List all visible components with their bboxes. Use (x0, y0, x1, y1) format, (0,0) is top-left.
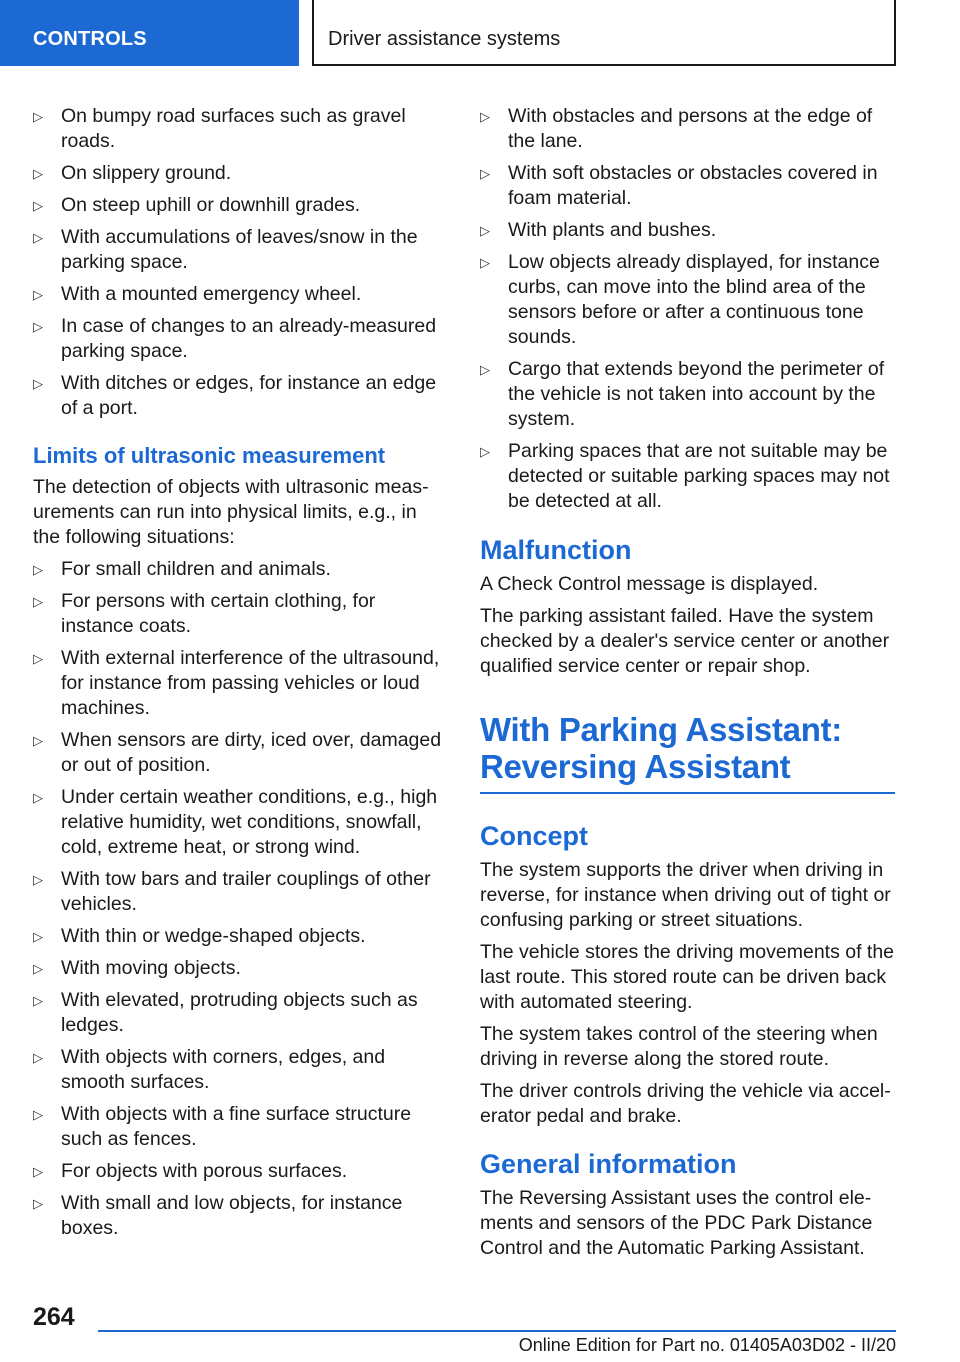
list-item-text: With objects with corners, edges, and smooth surfaces. (61, 1046, 386, 1093)
footer-divider (98, 1330, 896, 1332)
list-item-text: With ditches or edges, for instance an edge of a port. (61, 372, 437, 419)
bullet-triangle-icon: ▷ (33, 319, 43, 334)
bullet-triangle-icon: ▷ (33, 594, 43, 609)
section-heading-general: General information (480, 1149, 737, 1179)
bullet-triangle-icon: ▷ (33, 109, 43, 124)
list-item-text: With elevated, protruding objects such as ledges. (61, 989, 418, 1036)
bullet-triangle-icon: ▷ (33, 929, 43, 944)
list-item-text: With objects with a fine surface structure such as fences. (61, 1103, 412, 1150)
heading-divider (480, 792, 895, 794)
list-item (33, 988, 448, 1038)
bullet-triangle-icon: ▷ (33, 733, 43, 748)
chapter-heading (480, 711, 895, 785)
list-item-text: With accumulations of leaves/snow in the parking space. (61, 226, 418, 273)
list-item-text: On bumpy road surfaces such as gravel roads. (61, 105, 406, 152)
bullet-triangle-icon: ▷ (33, 230, 43, 245)
list-item-text: With external interference of the ultrasound, for instance from passing vehicles or loud machines. (61, 647, 440, 719)
bullet-triangle-icon: ▷ (33, 961, 43, 976)
paragraph: The vehicle stores the driving movements of the last route. This stored route can be driven back with automated steering. (480, 941, 895, 1013)
bullet-triangle-icon: ▷ (33, 562, 43, 577)
list-item-text: With moving objects. (61, 957, 241, 979)
list-item (33, 867, 448, 917)
bullet-triangle-icon: ▷ (33, 872, 43, 887)
list-item-text: Low objects already displayed, for instance curbs, can move into the blind area of the sensors before or after a continuous tone sounds. (508, 251, 880, 348)
chapter-title: Driver assistance systems (312, 0, 896, 66)
bullet-list (480, 104, 895, 514)
general-text (480, 1186, 895, 1261)
list-item-text: In case of changes to an already-measured parking space. (61, 315, 437, 362)
list-item (33, 589, 448, 639)
paragraph: The system supports the driver when driving in reverse, for instance when driving out of tight or confusing parking or street situations. (480, 859, 891, 931)
bullet-triangle-icon: ▷ (33, 198, 43, 213)
list-item (33, 314, 448, 364)
list-item-text: With plants and bushes. (508, 219, 717, 241)
list-item-text: On slippery ground. (61, 162, 232, 184)
bullet-list (33, 104, 448, 421)
list-item (33, 646, 448, 721)
left-column (33, 104, 448, 1248)
bullet-triangle-icon: ▷ (33, 1050, 43, 1065)
list-item-text: For persons with certain clothing, for instance coats. (61, 590, 376, 637)
bullet-triangle-icon: ▷ (33, 993, 43, 1008)
list-item-text: Parking spaces that are not suitable may be detected or suitable parking spaces may not be detected at all. (508, 440, 890, 512)
list-item (33, 371, 448, 421)
list-item (33, 282, 448, 307)
paragraph: The Reversing Assistant uses the control elements and sensors of the PDC Park Distance Control and the Automatic Parking Assistant. (480, 1187, 873, 1259)
list-item (33, 956, 448, 981)
list-item (33, 557, 448, 582)
bullet-triangle-icon: ▷ (33, 790, 43, 805)
list-item (33, 728, 448, 778)
malfunction-text (480, 572, 895, 679)
list-item (33, 225, 448, 275)
paragraph: The parking assistant failed. Have the system checked by a dealer's service center or another qualified service center or repair shop. (480, 605, 890, 677)
list-item (480, 161, 895, 211)
section-tab: CONTROLS (0, 0, 299, 66)
list-item-text: Cargo that extends beyond the perimeter of the vehicle is not taken into account by the system. (508, 358, 885, 430)
list-item (33, 104, 448, 154)
list-item-text: For objects with porous surfaces. (61, 1160, 348, 1182)
list-item (33, 1102, 448, 1152)
list-item-text: With thin or wedge-shaped objects. (61, 925, 366, 947)
list-item-text: With a mounted emergency wheel. (61, 283, 362, 305)
section-heading-concept: Concept (480, 821, 588, 851)
list-item (33, 1045, 448, 1095)
bullet-triangle-icon: ▷ (33, 1164, 43, 1179)
bullet-triangle-icon: ▷ (480, 223, 490, 238)
list-item (480, 250, 895, 350)
list-item (33, 161, 448, 186)
list-item-text: With tow bars and trailer couplings of other vehicles. (61, 868, 431, 915)
list-item-text: When sensors are dirty, iced over, damaged or out of position. (61, 729, 442, 776)
bullet-triangle-icon: ▷ (480, 166, 490, 181)
paragraph: A Check Control message is displayed. (480, 573, 819, 595)
page-header (0, 0, 960, 66)
bullet-triangle-icon: ▷ (480, 255, 490, 270)
bullet-triangle-icon: ▷ (33, 1107, 43, 1122)
edition-note: Online Edition for Part no. 01405A03D02 - II/20 (518, 1335, 896, 1355)
concept-text (480, 858, 895, 1129)
list-item (480, 104, 895, 154)
bullet-list (33, 557, 448, 1241)
bullet-triangle-icon: ▷ (33, 1196, 43, 1211)
list-item (33, 785, 448, 860)
list-item-text: On steep uphill or downhill grades. (61, 194, 361, 216)
bullet-triangle-icon: ▷ (33, 166, 43, 181)
list-item-text: With obstacles and persons at the edge of the lane. (508, 105, 873, 152)
section-heading-malfunction: Malfunction (480, 535, 632, 565)
list-item (480, 218, 895, 243)
list-item (33, 924, 448, 949)
list-item (33, 193, 448, 218)
chapter-heading-line2: Reversing Assistant (480, 748, 791, 785)
bullet-triangle-icon: ▷ (480, 444, 490, 459)
bullet-triangle-icon: ▷ (480, 109, 490, 124)
paragraph: The driver controls driving the vehicle via accelerator pedal and brake. (480, 1080, 891, 1127)
page-number: 264 (33, 1303, 75, 1331)
list-item (33, 1191, 448, 1241)
list-item (480, 439, 895, 514)
chapter-heading-line1: With Parking Assistant: (480, 711, 842, 748)
paragraph: The detection of objects with ultrasonic measurements can run into physical limits, e.g., in the following situations: (33, 476, 429, 548)
list-item-text: With soft obstacles or obstacles covered in foam material. (508, 162, 878, 209)
bullet-triangle-icon: ▷ (480, 362, 490, 377)
list-item-text: With small and low objects, for instance boxes. (61, 1192, 403, 1239)
section-heading-ultrasonic: Limits of ultrasonic measurement (33, 443, 386, 468)
list-item (33, 1159, 448, 1184)
bullet-triangle-icon: ▷ (33, 287, 43, 302)
list-item (480, 357, 895, 432)
bullet-triangle-icon: ▷ (33, 651, 43, 666)
paragraph: The system takes control of the steering when driving in reverse along the stored route. (480, 1023, 878, 1070)
list-item-text: Under certain weather conditions, e.g., high relative humidity, wet conditions, snowfall, cold, extreme heat, or strong wind. (61, 786, 438, 858)
list-item-text: For small children and animals. (61, 558, 331, 580)
bullet-triangle-icon: ▷ (33, 376, 43, 391)
right-column (480, 104, 895, 1268)
